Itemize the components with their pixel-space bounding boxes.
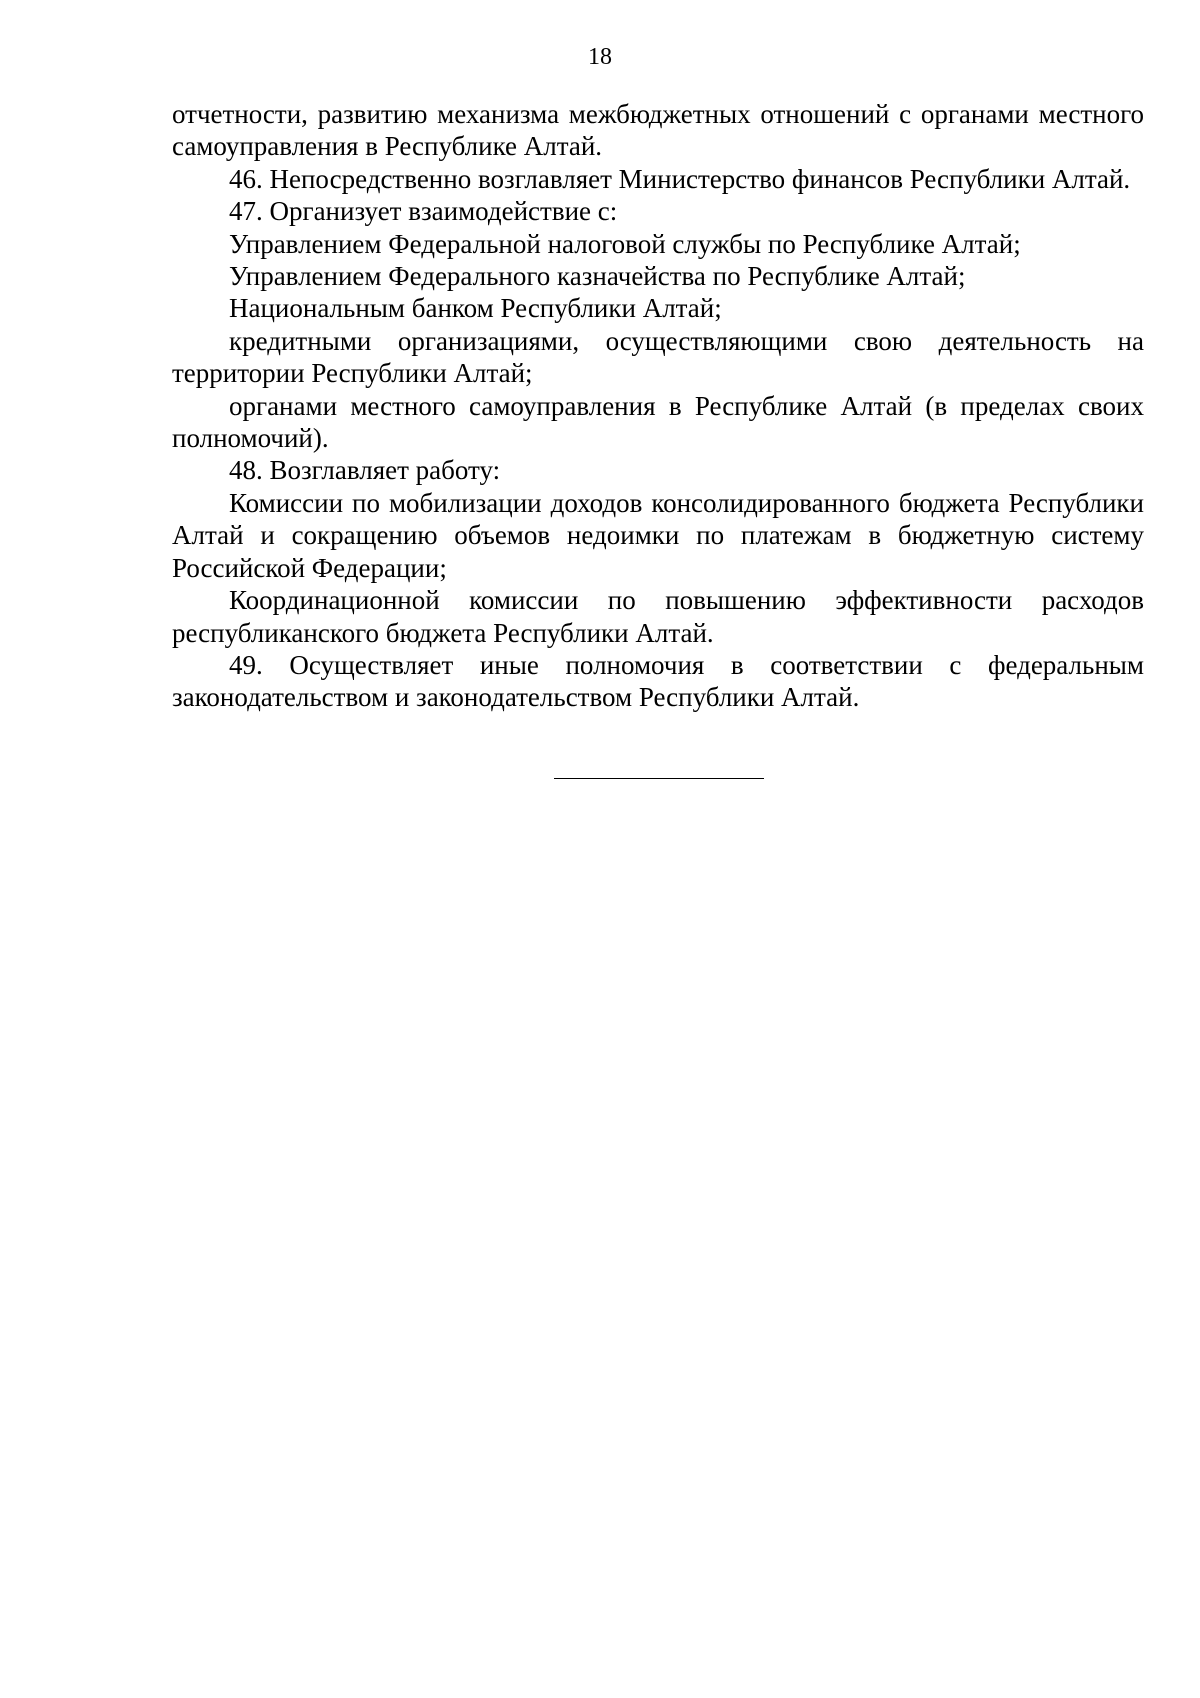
paragraph-revenue-commission: Комиссии по мобилизации доходов консолидированного бюджета Республики Алтай и сокращению объемов недоимки по платежам в бюджетную систему Российской Федерации; <box>172 487 1144 583</box>
paragraph-fns-office: Управлением Федеральной налоговой службы по Республике Алтай; <box>229 228 1021 259</box>
closing-divider <box>554 778 764 779</box>
page-number: 18 <box>588 44 612 70</box>
paragraph-treasury-office: Управлением Федерального казначейства по Республике Алтай; <box>229 261 966 292</box>
paragraph-item-49: 49. Осуществляет иные полномочия в соответствии с федеральным законодательством и законодательством Республики Алтай. <box>172 649 1144 713</box>
paragraph-item-48: 48. Возглавляет работу: <box>229 455 501 486</box>
paragraph-credit-organizations: кредитными организациями, осуществляющими свою деятельность на территории Республики Алтай; <box>172 325 1144 389</box>
paragraph-item-47: 47. Организует взаимодействие с: <box>229 196 618 227</box>
paragraph-item-46: 46. Непосредственно возглавляет Министерство финансов Республики Алтай. <box>229 163 1131 194</box>
paragraph-continuation: отчетности, развитию механизма межбюджетных отношений с органами местного самоуправления в Республике Алтай. <box>172 99 1144 162</box>
paragraph-coordination-commission: Координационной комиссии по повышению эффективности расходов республиканского бюджета Республики Алтай. <box>172 585 1144 648</box>
paragraph-national-bank: Национальным банком Республики Алтай; <box>229 293 722 324</box>
document-body <box>172 98 1144 714</box>
paragraph-local-government: органами местного самоуправления в Республике Алтай (в пределах своих полномочий). <box>172 390 1144 454</box>
